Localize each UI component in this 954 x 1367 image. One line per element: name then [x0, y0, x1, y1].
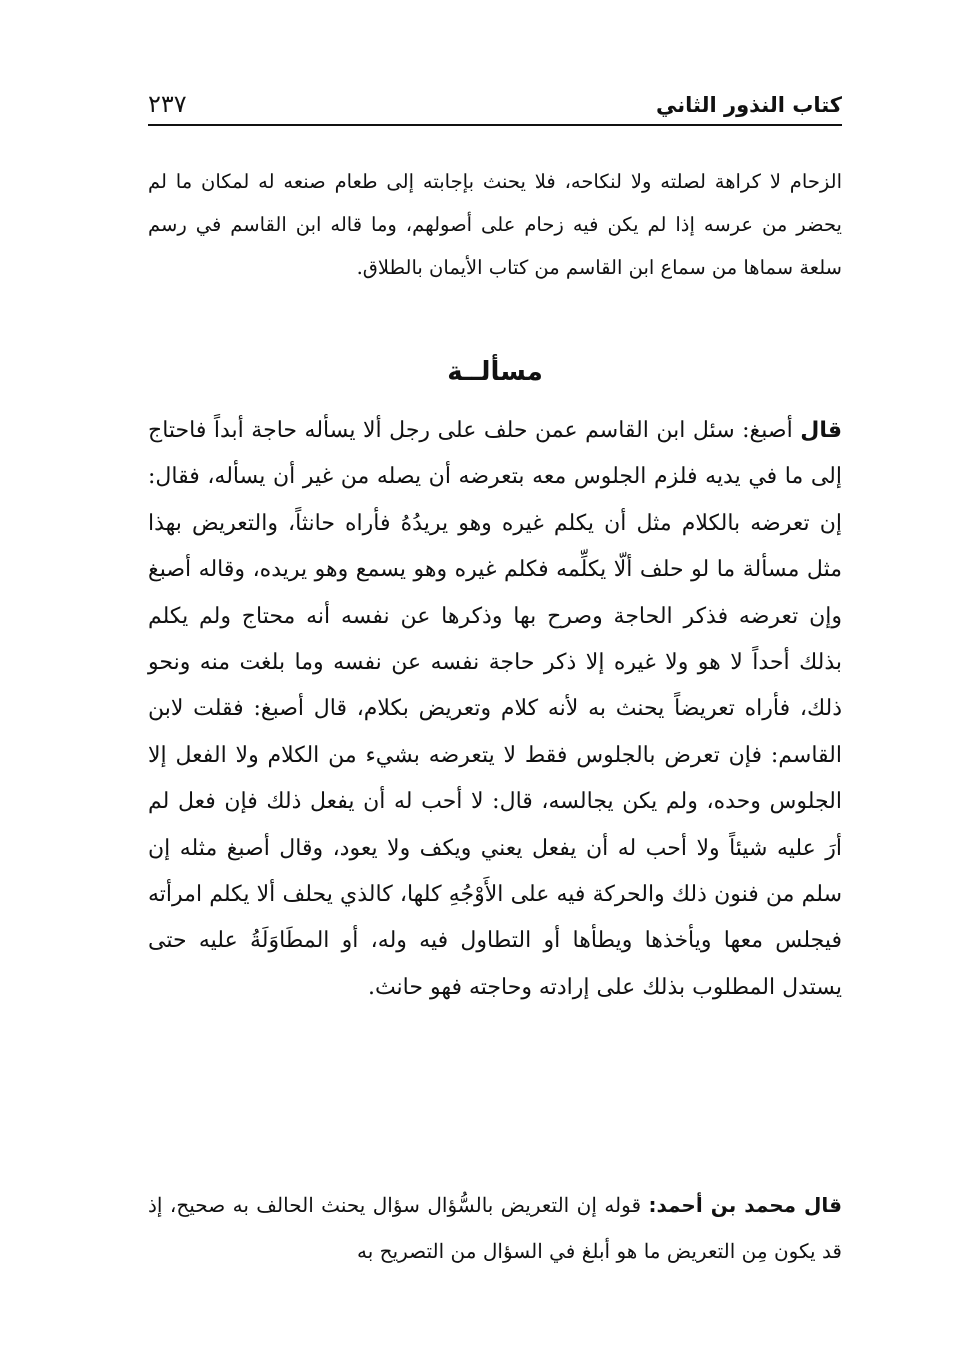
running-title: كتاب النذور الثاني: [656, 93, 842, 117]
header-rule: [148, 124, 842, 126]
paragraph-masala-text: أصبغ: سئل ابن القاسم عمن حلف على رجل ألا يسأله حاجة أبداً فاحتاج إلى ما في يديه فلزم الجلوس معه بتعرضه أن يصله من غير أن يسأله، فقال: إن تعرضه بالكلام مثل أن يكلم غيره وهو يريدُهُ فأراه حانثاً، والتعريض بهذا مثل مسألة ما لو حلف ألّا يكلِّمه فكلم غيره وهو يسمع وهو يريده، وقاله أصبغ وإن تعرضه فذكر الحاجة وصرح بها وذكرها عن نفسه أنه محتاج ولم يكلم بذلك أحداً لا هو ولا غيره إلا ذكر حاجة نفسه عن نفسه وما بلغت منه ونحو ذلك، فأراه تعريضاً يحنث به لأنه كلام وتعريض بكلام، قال أصبغ: فقلت لابن القاسم: فإن تعرض بالجلوس فقط لا يتعرضه بشيء من الكلام ولا الفعل إلا الجلوس وحده، ولم يكن يجالسه، قال: لا أحب له أن يفعل ذلك فإن فعل لم أرَ عليه شيئاً ولا أحب له أن يفعل يعني ويكف ولا يعود، وقال أصبغ مثله إن سلم من فنون ذلك والحركة فيه على الأَوْجُهِ كلها، كالذي يحلف ألا يكلم امرأته فيجلس معها ويأخذها ويطأها أو التطاول فيه وله، أو المطَاوَلَةُ عليه حتى يستدل المطلوب بذلك على إرادته وحاجته فهو حانث.: [148, 418, 842, 1000]
paragraph-commentary-lead: قال محمد بن أحمد:: [648, 1193, 843, 1217]
paragraph-intro-text: الزحام لا كراهة لصلته ولا لنكاحه، فلا يحنث بإجابته إلى طعام صنعه له لمكان ما لم يحضر من عرسه إذا لم يكن فيه زحام على أصولهم، وما قاله ابن القاسم في رسم سلعة سماها من سماع ابن القاسم من كتاب الأيمان بالطلاق.: [148, 170, 842, 279]
page-number: ٢٣٧: [148, 90, 187, 118]
paragraph-commentary-text: قوله إن التعريض بالسُّؤال سؤال يحنث الحالف به صحيح، إذ قد يكون مِن التعريض ما هو أبلغ في السؤال من التصريح به: [148, 1193, 842, 1263]
paragraph-masala-lead: قال: [800, 418, 842, 443]
paragraph-commentary: [148, 1182, 842, 1274]
paragraph-masala: [148, 408, 842, 1011]
running-head: [148, 84, 842, 122]
paragraph-intro: [148, 160, 842, 289]
section-title: مسألــة: [447, 357, 543, 387]
